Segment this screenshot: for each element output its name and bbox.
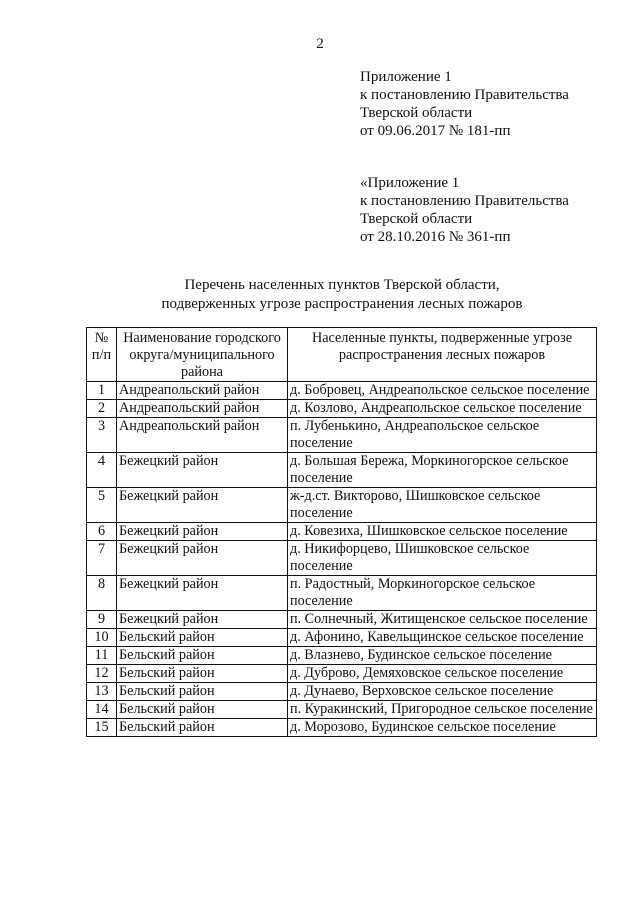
row-number: 6 (87, 523, 117, 541)
row-places: д. Большая Бережа, Моркиногорское сельское поселение (288, 453, 597, 488)
row-number: 1 (87, 382, 117, 400)
row-district: Андреапольский район (117, 400, 288, 418)
row-number: 5 (87, 488, 117, 523)
row-number: 2 (87, 400, 117, 418)
appendix-original-line: к постановлению Правительства (360, 193, 569, 209)
table-row (87, 523, 597, 541)
table-row (87, 576, 597, 611)
row-district: Андреапольский район (117, 382, 288, 400)
appendix-current-line: к постановлению Правительства (360, 87, 569, 103)
table-row (87, 611, 597, 629)
table-row (87, 719, 597, 737)
header-places: Населенные пункты, подверженные угрозе распространения лесных пожаров (288, 328, 597, 382)
row-district: Бежецкий район (117, 611, 288, 629)
row-places: д. Козлово, Андреапольское сельское поселение (288, 400, 597, 418)
row-places: д. Ковезиха, Шишковское сельское поселение (288, 523, 597, 541)
row-number: 4 (87, 453, 117, 488)
appendix-current-line: Приложение 1 (360, 69, 452, 85)
document-title-line: Перечень населенных пунктов Тверской области, (184, 277, 500, 293)
appendix-current-line: от 09.06.2017 № 181-пп (360, 123, 511, 139)
row-district: Бельский район (117, 683, 288, 701)
header-district: Наименование городского округа/муниципального района (117, 328, 288, 382)
document-title-line: подверженных угрозе распространения лесных пожаров (161, 296, 523, 312)
table-row (87, 541, 597, 576)
table-row (87, 683, 597, 701)
row-number: 12 (87, 665, 117, 683)
row-places: д. Дунаево, Верховское сельское поселение (288, 683, 597, 701)
appendix-original-line: «Приложение 1 (360, 175, 460, 191)
row-number: 8 (87, 576, 117, 611)
table-row (87, 647, 597, 665)
appendix-current (360, 68, 569, 140)
appendix-original-line: от 28.10.2016 № 361-пп (360, 229, 511, 245)
row-places: п. Радостный, Моркиногорское сельское поселение (288, 576, 597, 611)
row-places: ж-д.ст. Викторово, Шишковское сельское поселение (288, 488, 597, 523)
row-number: 9 (87, 611, 117, 629)
row-number: 13 (87, 683, 117, 701)
appendix-original-line: Тверской области (360, 211, 473, 227)
header-number: № п/п (87, 328, 117, 382)
row-places: д. Влазнево, Будинское сельское поселение (288, 647, 597, 665)
row-district: Бежецкий район (117, 576, 288, 611)
row-places: п. Куракинский, Пригородное сельское поселение (288, 701, 597, 719)
table-row (87, 665, 597, 683)
table-row (87, 701, 597, 719)
row-district: Бельский район (117, 647, 288, 665)
row-district: Бельский район (117, 629, 288, 647)
row-district: Бежецкий район (117, 523, 288, 541)
table-row (87, 400, 597, 418)
table-row (87, 488, 597, 523)
table-header-row (87, 328, 597, 382)
row-number: 15 (87, 719, 117, 737)
row-district: Бельский район (117, 701, 288, 719)
row-places: д. Дуброво, Демяховское сельское поселение (288, 665, 597, 683)
appendix-original (360, 174, 569, 246)
row-district: Бежецкий район (117, 541, 288, 576)
row-places: д. Морозово, Будинское сельское поселение (288, 719, 597, 737)
table-row (87, 382, 597, 400)
row-district: Бельский район (117, 665, 288, 683)
row-district: Бельский район (117, 719, 288, 737)
row-number: 10 (87, 629, 117, 647)
document-title (0, 276, 640, 314)
table-row (87, 629, 597, 647)
row-district: Андреапольский район (117, 418, 288, 453)
row-number: 3 (87, 418, 117, 453)
row-number: 11 (87, 647, 117, 665)
row-places: д. Бобровец, Андреапольское сельское поселение (288, 382, 597, 400)
row-number: 14 (87, 701, 117, 719)
settlements-table (86, 327, 597, 737)
page-number: 2 (316, 36, 324, 52)
row-places: п. Лубенькино, Андреапольское сельское поселение (288, 418, 597, 453)
row-places: п. Солнечный, Житищенское сельское поселение (288, 611, 597, 629)
table-row (87, 418, 597, 453)
table-row (87, 453, 597, 488)
row-number: 7 (87, 541, 117, 576)
row-places: д. Никифорцево, Шишковское сельское поселение (288, 541, 597, 576)
row-places: д. Афонино, Кавельщинское сельское поселение (288, 629, 597, 647)
row-district: Бежецкий район (117, 488, 288, 523)
table-body (87, 382, 597, 737)
row-district: Бежецкий район (117, 453, 288, 488)
appendix-current-line: Тверской области (360, 105, 473, 121)
